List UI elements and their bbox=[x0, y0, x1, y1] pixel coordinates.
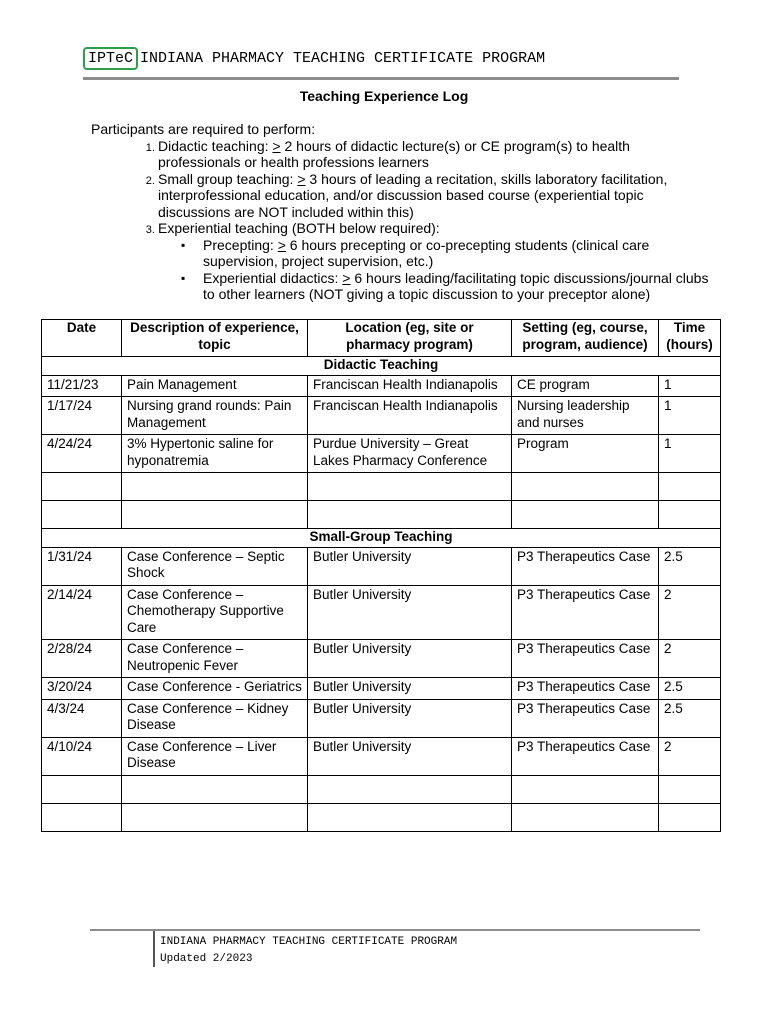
experience-log-table bbox=[41, 319, 721, 832]
cell-description: Case Conference – Liver Disease bbox=[122, 737, 308, 775]
experiential-sublist bbox=[158, 237, 711, 303]
table-row bbox=[42, 397, 721, 435]
cell-date bbox=[42, 775, 122, 803]
cell-setting bbox=[512, 803, 659, 831]
section-header-row bbox=[42, 529, 721, 548]
cell-time: 2.5 bbox=[659, 699, 721, 737]
cell-description bbox=[122, 775, 308, 803]
cell-setting bbox=[512, 501, 659, 529]
cell-date: 4/3/24 bbox=[42, 699, 122, 737]
cell-description: Case Conference – Kidney Disease bbox=[122, 699, 308, 737]
cell-description: Case Conference - Geriatrics bbox=[122, 678, 308, 700]
cell-description bbox=[122, 501, 308, 529]
cell-location bbox=[308, 803, 512, 831]
cell-description: Case Conference – Septic Shock bbox=[122, 547, 308, 585]
table-row bbox=[42, 547, 721, 585]
footer-vertical-rule bbox=[153, 931, 155, 967]
table-row bbox=[42, 375, 721, 397]
table-row bbox=[42, 678, 721, 700]
cell-location: Purdue University – Great Lakes Pharmacy Conference bbox=[308, 435, 512, 473]
cell-time: 2 bbox=[659, 585, 721, 640]
cell-date: 3/20/24 bbox=[42, 678, 122, 700]
cell-date: 4/10/24 bbox=[42, 737, 122, 775]
cell-time bbox=[659, 775, 721, 803]
cell-time bbox=[659, 501, 721, 529]
cell-location: Franciscan Health Indianapolis bbox=[308, 397, 512, 435]
table-row bbox=[42, 699, 721, 737]
requirements-section bbox=[91, 121, 711, 303]
col-header-location: Location (eg, site or pharmacy program) bbox=[308, 320, 512, 357]
cell-description: 3% Hypertonic saline for hyponatremia bbox=[122, 435, 308, 473]
section-header-row bbox=[42, 357, 721, 376]
cell-date bbox=[42, 501, 122, 529]
cell-location bbox=[308, 775, 512, 803]
requirements-list bbox=[91, 138, 711, 303]
cell-date: 1/17/24 bbox=[42, 397, 122, 435]
cell-time: 2 bbox=[659, 640, 721, 678]
footer-divider bbox=[90, 929, 700, 931]
cell-setting: Nursing leadership and nurses bbox=[512, 397, 659, 435]
table-row bbox=[42, 501, 721, 529]
cell-location: Butler University bbox=[308, 547, 512, 585]
requirement-item: 3. Experiential teaching (BOTH below required): ▪ Precepting: > 6 hours precepting or co-precepting students (clinical care supervision, project supervision, etc.) ▪ Experiential didactics: > 6 hours leading/facilitating topic discussions/journal clubs to other learners (NOT giving a topic discussion to your preceptor alone) bbox=[158, 220, 711, 303]
cell-location: Butler University bbox=[308, 737, 512, 775]
cell-time bbox=[659, 803, 721, 831]
requirement-item: 2. Small group teaching: > 3 hours of leading a recitation, skills laboratory facilitation, interprofessional education, and/or discussion based course (experiential topic discussions are NOT included within this) bbox=[158, 171, 711, 221]
cell-description bbox=[122, 803, 308, 831]
cell-location: Butler University bbox=[308, 678, 512, 700]
page-title: Teaching Experience Log bbox=[299, 88, 469, 104]
cell-description: Pain Management bbox=[122, 375, 308, 397]
cell-time: 2 bbox=[659, 737, 721, 775]
cell-date: 2/28/24 bbox=[42, 640, 122, 678]
cell-setting: Program bbox=[512, 435, 659, 473]
cell-setting: P3 Therapeutics Case bbox=[512, 678, 659, 700]
cell-description: Case Conference – Neutropenic Fever bbox=[122, 640, 308, 678]
table-row bbox=[42, 775, 721, 803]
cell-setting bbox=[512, 775, 659, 803]
cell-setting: P3 Therapeutics Case bbox=[512, 699, 659, 737]
cell-location: Butler University bbox=[308, 640, 512, 678]
cell-time: 2.5 bbox=[659, 678, 721, 700]
cell-setting: P3 Therapeutics Case bbox=[512, 737, 659, 775]
cell-setting: P3 Therapeutics Case bbox=[512, 640, 659, 678]
cell-time: 1 bbox=[659, 375, 721, 397]
table-row bbox=[42, 585, 721, 640]
col-header-time: Time (hours) bbox=[659, 320, 721, 357]
cell-time: 1 bbox=[659, 435, 721, 473]
cell-date bbox=[42, 473, 122, 501]
table-header-row bbox=[42, 320, 721, 357]
table-row bbox=[42, 640, 721, 678]
cell-time: 1 bbox=[659, 397, 721, 435]
cell-location bbox=[308, 473, 512, 501]
cell-setting: CE program bbox=[512, 375, 659, 397]
col-header-setting: Setting (eg, course, program, audience) bbox=[512, 320, 659, 357]
cell-setting: P3 Therapeutics Case bbox=[512, 585, 659, 640]
header-divider bbox=[83, 77, 679, 80]
page-header bbox=[83, 47, 545, 70]
table-body bbox=[42, 357, 721, 832]
cell-location: Butler University bbox=[308, 585, 512, 640]
cell-location: Franciscan Health Indianapolis bbox=[308, 375, 512, 397]
cell-description bbox=[122, 473, 308, 501]
cell-date: 4/24/24 bbox=[42, 435, 122, 473]
cell-time bbox=[659, 473, 721, 501]
cell-setting: P3 Therapeutics Case bbox=[512, 547, 659, 585]
footer-updated: Updated 2/2023 bbox=[160, 953, 253, 965]
page-footer bbox=[160, 934, 457, 968]
cell-time: 2.5 bbox=[659, 547, 721, 585]
program-badge: IPTeC bbox=[83, 47, 138, 70]
requirement-item: 1. Didactic teaching: > 2 hours of didactic lecture(s) or CE program(s) to health professionals or health professions learners bbox=[158, 138, 711, 171]
cell-date: 2/14/24 bbox=[42, 585, 122, 640]
col-header-date: Date bbox=[42, 320, 122, 357]
section-title: Didactic Teaching bbox=[42, 357, 721, 376]
section-title: Small-Group Teaching bbox=[42, 529, 721, 548]
table-row bbox=[42, 737, 721, 775]
cell-date: 11/21/23 bbox=[42, 375, 122, 397]
table-row bbox=[42, 435, 721, 473]
footer-program-name: INDIANA PHARMACY TEACHING CERTIFICATE PROGRAM bbox=[160, 936, 458, 948]
cell-location bbox=[308, 501, 512, 529]
requirements-lead: Participants are required to perform: bbox=[91, 121, 316, 137]
cell-date: 1/31/24 bbox=[42, 547, 122, 585]
header-title: INDIANA PHARMACY TEACHING CERTIFICATE PROGRAM bbox=[140, 50, 546, 67]
col-header-description: Description of experience, topic bbox=[122, 320, 308, 357]
cell-setting bbox=[512, 473, 659, 501]
requirement-subitem: ▪ Experiential didactics: > 6 hours leading/facilitating topic discussions/journal clubs to other learners (NOT giving a topic discussion to your preceptor alone) bbox=[203, 270, 711, 303]
cell-description: Case Conference – Chemotherapy Supportive Care bbox=[122, 585, 308, 640]
cell-date bbox=[42, 803, 122, 831]
table-row bbox=[42, 803, 721, 831]
table-row bbox=[42, 473, 721, 501]
requirement-subitem: ▪ Precepting: > 6 hours precepting or co-precepting students (clinical care supervision, project supervision, etc.) bbox=[203, 237, 711, 270]
cell-location: Butler University bbox=[308, 699, 512, 737]
cell-description: Nursing grand rounds: Pain Management bbox=[122, 397, 308, 435]
